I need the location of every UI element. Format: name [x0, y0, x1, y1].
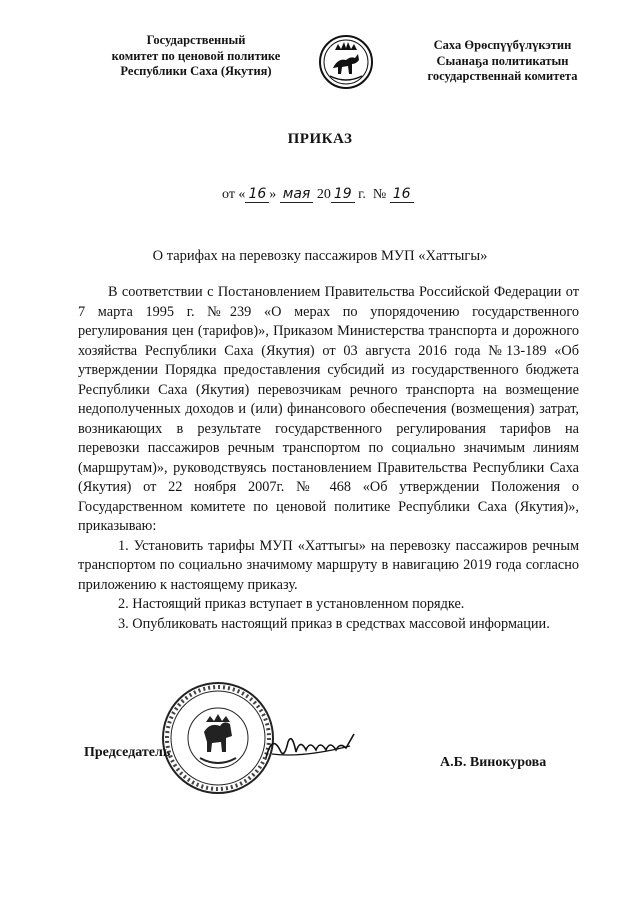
header-left — [106, 33, 286, 80]
order-number: 16 — [390, 186, 414, 203]
header-left-line: Государственный — [146, 33, 246, 47]
header-left-line: Республики Саха (Якутия) — [120, 64, 272, 78]
signatory-title: Председатель — [84, 745, 171, 760]
signatory-name: А.Б. Винокурова — [440, 755, 547, 770]
header-right — [400, 38, 605, 85]
date-quote-close: » — [269, 187, 277, 202]
handwritten-signature-icon — [262, 728, 362, 768]
official-seal-icon — [160, 680, 276, 796]
year-suffix: 19 — [331, 186, 355, 203]
header-left-line: комитет по ценовой политике — [111, 48, 281, 63]
document-subject: О тарифах на перевозку пассажиров МУП «Хаттыгы» — [152, 248, 488, 264]
header-right-line: Саха Өрөспүүбүлүкэтин — [433, 38, 572, 52]
order-date-line — [222, 186, 414, 203]
date-day: 16 — [245, 186, 269, 203]
year-prefix: 20 — [316, 187, 331, 202]
preamble-paragraph: В соответствии с Постановлением Правительства Российской Федерации от 7 марта 1995 г. №239 «О мерах по упорядочению государственного регулирования цен (тарифов)», Приказом Министерства транспорта и дорожного хозяйства Республики Саха (Якутия) от 03 августа 2016 года №13-189 «Об утверждении Порядка предоставления субсидий из государственного бюджета Республики Саха (Якутия) перевозчикам речного транспорта на возмещение недополученных доходов и (или) финансового обеспечения (возмещения) затрат, возникающих в результате государственного регулирования тарифов на перевозки пассажиров речным транспортом по социально значимым линиям (маршрутам)», руководствуясь постановлением Правительства Республики Саха (Якутия) от 22 ноября 2007г. № 468 «Об утверждении Положения о Государственном комитете по ценовой политике Республики Саха (Якутия)», приказываю: — [78, 284, 579, 534]
number-label: № — [372, 187, 387, 202]
date-prefix: от « — [222, 187, 246, 202]
order-item: 1. Установить тарифы МУП «Хаттыгы» на перевозку пассажиров речным транспортом по социально значимому маршруту в навигацию 2019 года согласно приложению к настоящему приказу. — [78, 537, 579, 593]
date-month: мая — [280, 186, 314, 203]
order-item: 3. Опубликовать настоящий приказ в средствах массовой информации. — [118, 615, 550, 632]
document-title: ПРИКАЗ — [287, 131, 353, 147]
order-item: 2. Настоящий приказ вступает в установленном порядке. — [118, 596, 465, 612]
header-right-line: государственнай комитета — [427, 69, 578, 83]
header-right-line: Сыанаҕа политикатын — [436, 53, 569, 68]
document-body — [78, 283, 579, 634]
year-abbrev: г. — [358, 187, 366, 202]
coat-of-arms-icon — [318, 34, 374, 90]
